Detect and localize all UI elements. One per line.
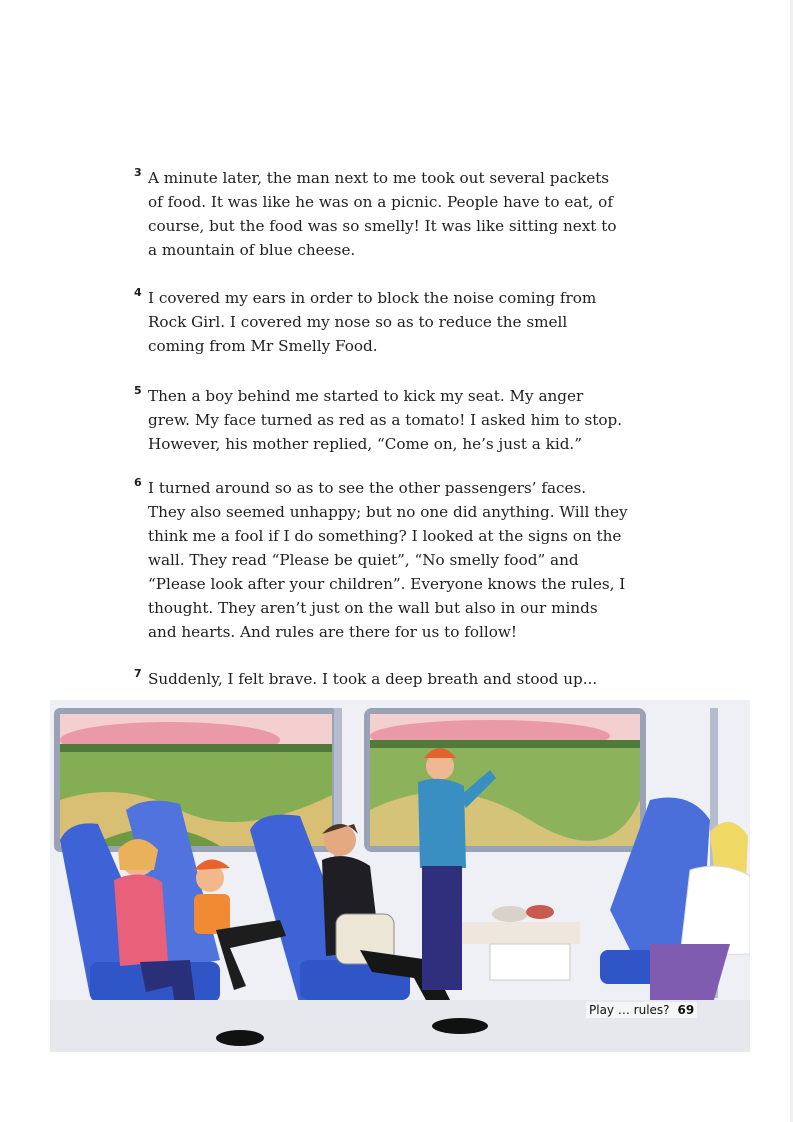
paragraph-number: 7 xyxy=(134,667,142,680)
middle-window xyxy=(364,708,646,852)
paragraph-5: Then a boy behind me started to kick my seat. My anger grew. My face turned as red as a tomato! I asked him to stop. However, his mother replied, “Come on, he’s just a kid.” xyxy=(148,387,623,453)
paragraph-6: I turned around so as to see the other passengers’ faces. They also seemed unhappy; but no one did anything. Will they think me a fool if I do something? I looked at the signs on the wall. They read “Please be quiet”, “No smelly food” and “Please look after your children”. Everyone knows the rules, I thought. They aren’t just on the wall but also in our minds and hearts. And rules are there for us to follow! xyxy=(148,479,628,641)
page-footer xyxy=(586,1002,697,1018)
unit-title: Play … rules? xyxy=(589,1003,670,1017)
page-number: 69 xyxy=(677,1003,695,1017)
paragraph-7: Suddenly, I felt brave. I took a deep breath and stood up... xyxy=(148,670,598,688)
paragraph-number: 3 xyxy=(134,166,142,179)
train-scene xyxy=(50,700,750,1052)
paragraph-number: 4 xyxy=(134,286,142,299)
paragraph-number: 5 xyxy=(134,384,142,397)
train-illustration xyxy=(50,700,750,1052)
paragraph-4: I covered my ears in order to block the noise coming from Rock Girl. I covered my nose so as to reduce the smell coming from Mr Smelly Food. xyxy=(148,289,597,355)
paragraph-number: 6 xyxy=(134,476,142,489)
paragraph-3: A minute later, the man next to me took out several packets of food. It was like he was on a picnic. People have to eat, of course, but the food was so smelly! It was like sitting next to a mountain of blue cheese. xyxy=(148,169,617,259)
